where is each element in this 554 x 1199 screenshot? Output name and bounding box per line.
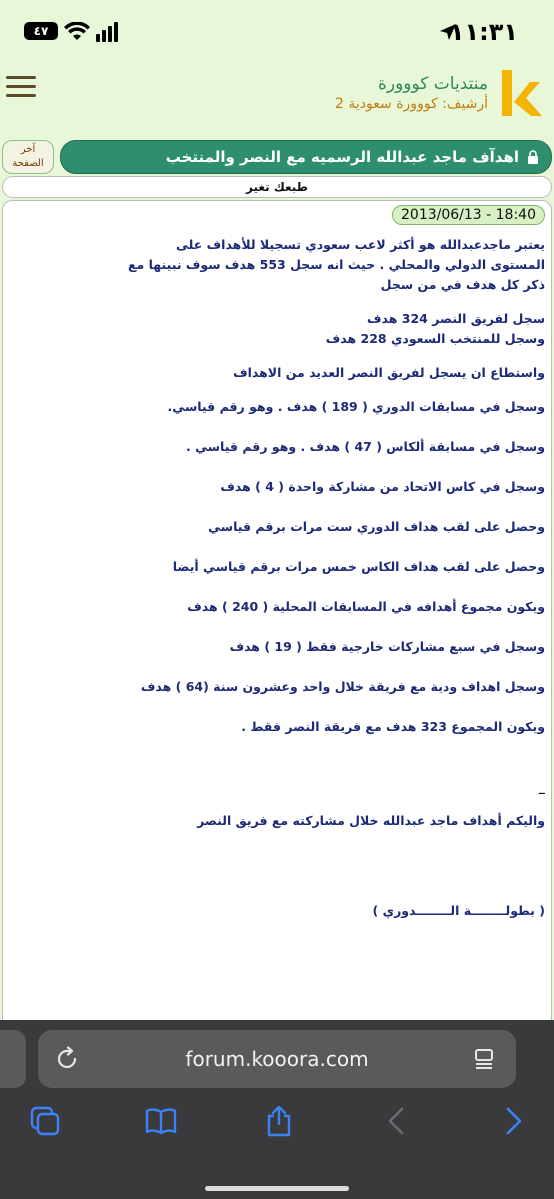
browser-toolbar <box>0 1104 554 1148</box>
post-line: وحصل على لقب هداف الدوري ست مرات برقم قياسي <box>208 519 545 534</box>
topic-title: اهدآف ماجد عبدالله الرسميه مع النصر والمنتخب <box>165 148 519 166</box>
post-line: _ <box>538 779 545 794</box>
battery-icon: ٤٧ <box>24 22 58 40</box>
post-line: وحصل على لقب هداف الكاس خمس مرات برقم قياسي أيضا <box>172 559 545 574</box>
reload-icon[interactable] <box>54 1046 80 1072</box>
back-arrow-icon[interactable] <box>380 1104 414 1138</box>
post-line: وسجل في مسابقة ألكاس ( 47 ) هدف . وهو رقم قياسي . <box>185 439 545 454</box>
last-page-label-2: الصفحة <box>12 158 44 169</box>
home-indicator[interactable] <box>205 1186 349 1191</box>
post-line: وسجل في كاس الاتحاد من مشاركة واحدة ( 4 ) هدف <box>220 479 545 494</box>
address-bar[interactable] <box>38 1030 516 1088</box>
hamburger-menu-icon[interactable] <box>6 72 36 98</box>
post-line: وسجل اهداف ودية مع فريقة خلال واحد وعشرون سنة (64 ) هدف <box>140 679 545 694</box>
post-line: يعتبر ماجدعبدالله هو أكثر لاعب سعودي تسجيلا للأهداف على <box>176 237 545 252</box>
post-line: ( بطولــــــــة الــــــــدوري ) <box>372 903 545 918</box>
bookmarks-icon[interactable] <box>144 1104 178 1138</box>
post-body <box>9 235 545 921</box>
tabs-icon[interactable] <box>28 1104 62 1138</box>
status-time: ١١:٣١ <box>449 18 518 46</box>
post-line: ذكر كل هدف في من سجل <box>380 277 545 292</box>
topic-title-row <box>0 140 554 174</box>
site-name[interactable]: منتديات كووورة <box>377 74 488 94</box>
previous-tab-preview[interactable] <box>0 1030 26 1088</box>
kooora-logo-icon[interactable] <box>500 68 544 118</box>
cellular-signal-icon <box>96 22 120 42</box>
lock-icon <box>527 150 539 164</box>
post-line: ويكون مجموع أهدافه في المسابقات المحلية ( 240 ) هدف <box>187 599 545 614</box>
browser-bottom-bar <box>0 1020 554 1199</box>
archive-subtitle[interactable]: أرشيف: كووورة سعودية 2 <box>335 96 488 112</box>
post-container <box>2 200 552 1030</box>
author-nick-bar[interactable]: طبعك تغير <box>2 176 552 198</box>
post-line: واستطاع ان يسجل لفريق النصر العديد من الاهداف <box>233 365 545 380</box>
forward-arrow-icon[interactable] <box>496 1104 530 1138</box>
share-icon[interactable] <box>262 1104 296 1138</box>
post-line: وسجل في مسابقات الدوري ( 189 ) هدف . وهو رقم قياسي. <box>167 399 545 414</box>
page-menu-icon[interactable] <box>472 1047 496 1071</box>
post-line: ويكون المجموع 323 هدف مع فريقة النصر فقط . <box>241 719 545 734</box>
url-text[interactable]: forum.kooora.com <box>185 1047 369 1071</box>
status-bar <box>0 0 554 62</box>
post-line: وسجل في سبع مشاركات خارجية فقط ( 19 ) هدف <box>229 639 545 654</box>
site-header <box>0 62 554 132</box>
topic-title-bar <box>60 140 552 174</box>
post-date-badge: 2013/06/13 - 18:40 <box>392 205 545 225</box>
post-line: المستوى الدولي والمحلي . حيث انه سجل 553 هدف سوف نبينها مع <box>127 257 545 272</box>
post-line: سجل لفريق النصر 324 هدف <box>367 311 545 326</box>
post-line: واليكم أهداف ماجد عبدالله خلال مشاركته مع فريق النصر <box>197 813 545 828</box>
last-page-button[interactable] <box>2 140 54 174</box>
last-page-label-1: آخر <box>20 144 36 155</box>
wifi-icon <box>64 22 90 42</box>
post-line: وسجل للمنتخب السعودي 228 هدف <box>325 331 545 346</box>
